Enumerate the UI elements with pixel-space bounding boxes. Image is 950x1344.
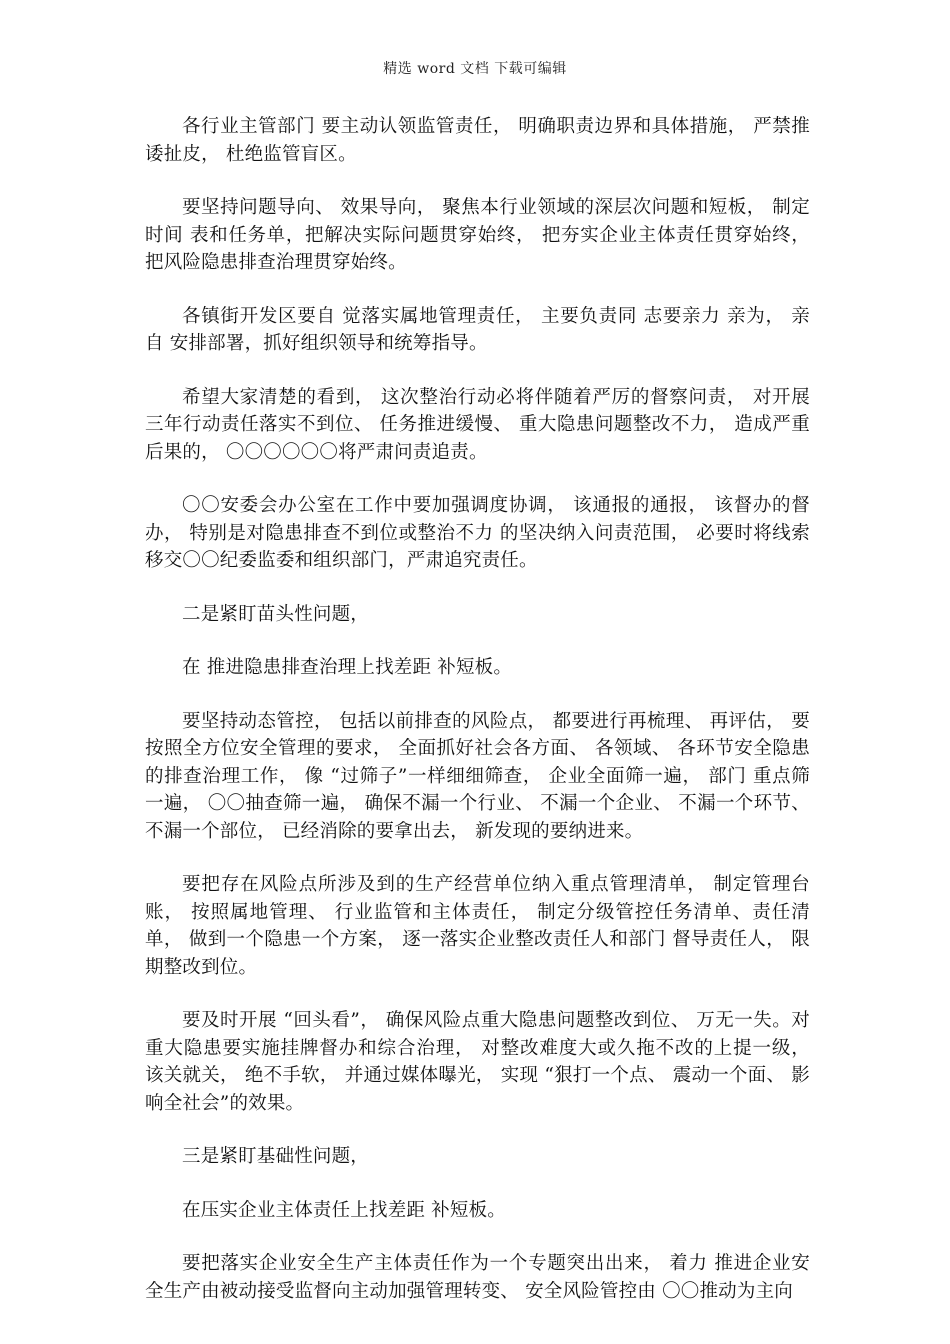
section-subheading: 在压实企业主体责任上找差距 补短板。 xyxy=(182,1199,506,1221)
paragraph: 要把落实企业安全生产主体责任作为一个专题突出出来， 着力 推进企业安全生产由被动接受监督向主动加强管理转变、 安全风险管控由 〇〇推动为主向 xyxy=(145,1253,810,1302)
paragraph: 〇〇安委会办公室在工作中要加强调度协调， 该通报的通报， 该督办的督办， 特别是对隐患排查不到位或整治不力 的坚决纳入问责范围， 必要时将线索移交〇〇纪委监委和组织部门，严肃追究责任。 xyxy=(145,495,810,571)
page-header: 精选 word 文档 下载可编辑 xyxy=(383,61,567,77)
paragraph: 希望大家清楚的看到， 这次整治行动必将伴随着严厉的督察问责， 对开展三年行动责任落实不到位、 任务推进缓慢、 重大隐患问题整改不力， 造成严重后果的， 〇〇〇〇〇〇将严肃问责追责。 xyxy=(145,386,810,463)
document-body xyxy=(145,113,810,1331)
paragraph: 要坚持动态管控， 包括以前排查的风险点， 都要进行再梳理、 再评估， 要按照全方位安全管理的要求， 全面抓好社会各方面、 各领域、 各环节安全隐患的排查治理工作， 像 “过筛子”一样细细筛查， 企业全面筛一遍， 部门 重点筛一遍， 〇〇抽查筛一遍， 确保不漏一个行业、 不漏一个企业、 不漏一个环节、 不漏一个部位， 已经消除的要拿出去， 新发现的要纳进来。 xyxy=(145,710,810,842)
paragraph: 要及时开展 “回头看”， 确保风险点重大隐患问题整改到位、 万无一失。对重大隐患要实施挂牌督办和综合治理， 对整改难度大或久拖不改的上提一级， 该关就关， 绝不手软， 并通过媒体曝光， 实现 “狠打一个点、 震动一个面、 影响全社会”的效果。 xyxy=(145,1010,810,1114)
section-subheading: 在 推进隐患排查治理上找差距 补短板。 xyxy=(182,657,513,678)
paragraph: 要把存在风险点所涉及到的生产经营单位纳入重点管理清单， 制定管理台账， 按照属地管理、 行业监管和主体责任， 制定分级管控任务清单、责任清单， 做到一个隐患一个方案， 逐一落实企业整改责任人和部门 督导责任人， 限期整改到位。 xyxy=(145,874,810,978)
paragraph: 各镇街开发区要自 觉落实属地管理责任， 主要负责同 志要亲力 亲为， 亲自 安排部署，抓好组织领导和统筹指导。 xyxy=(145,305,810,354)
paragraph: 要坚持问题导向、 效果导向， 聚焦本行业领域的深层次问题和短板， 制定时间 表和任务单，把解决实际问题贯穿始终， 把夯实企业主体责任贯穿始终，把风险隐患排查治理贯穿始终。 xyxy=(145,197,810,273)
paragraph: 各行业主管部门 要主动认领监管责任， 明确职责边界和具体措施， 严禁推诿扯皮， 杜绝监管盲区。 xyxy=(145,116,810,165)
section-heading: 三是紧盯基础性问题， xyxy=(182,1146,370,1167)
section-heading: 二是紧盯苗头性问题， xyxy=(182,603,370,625)
